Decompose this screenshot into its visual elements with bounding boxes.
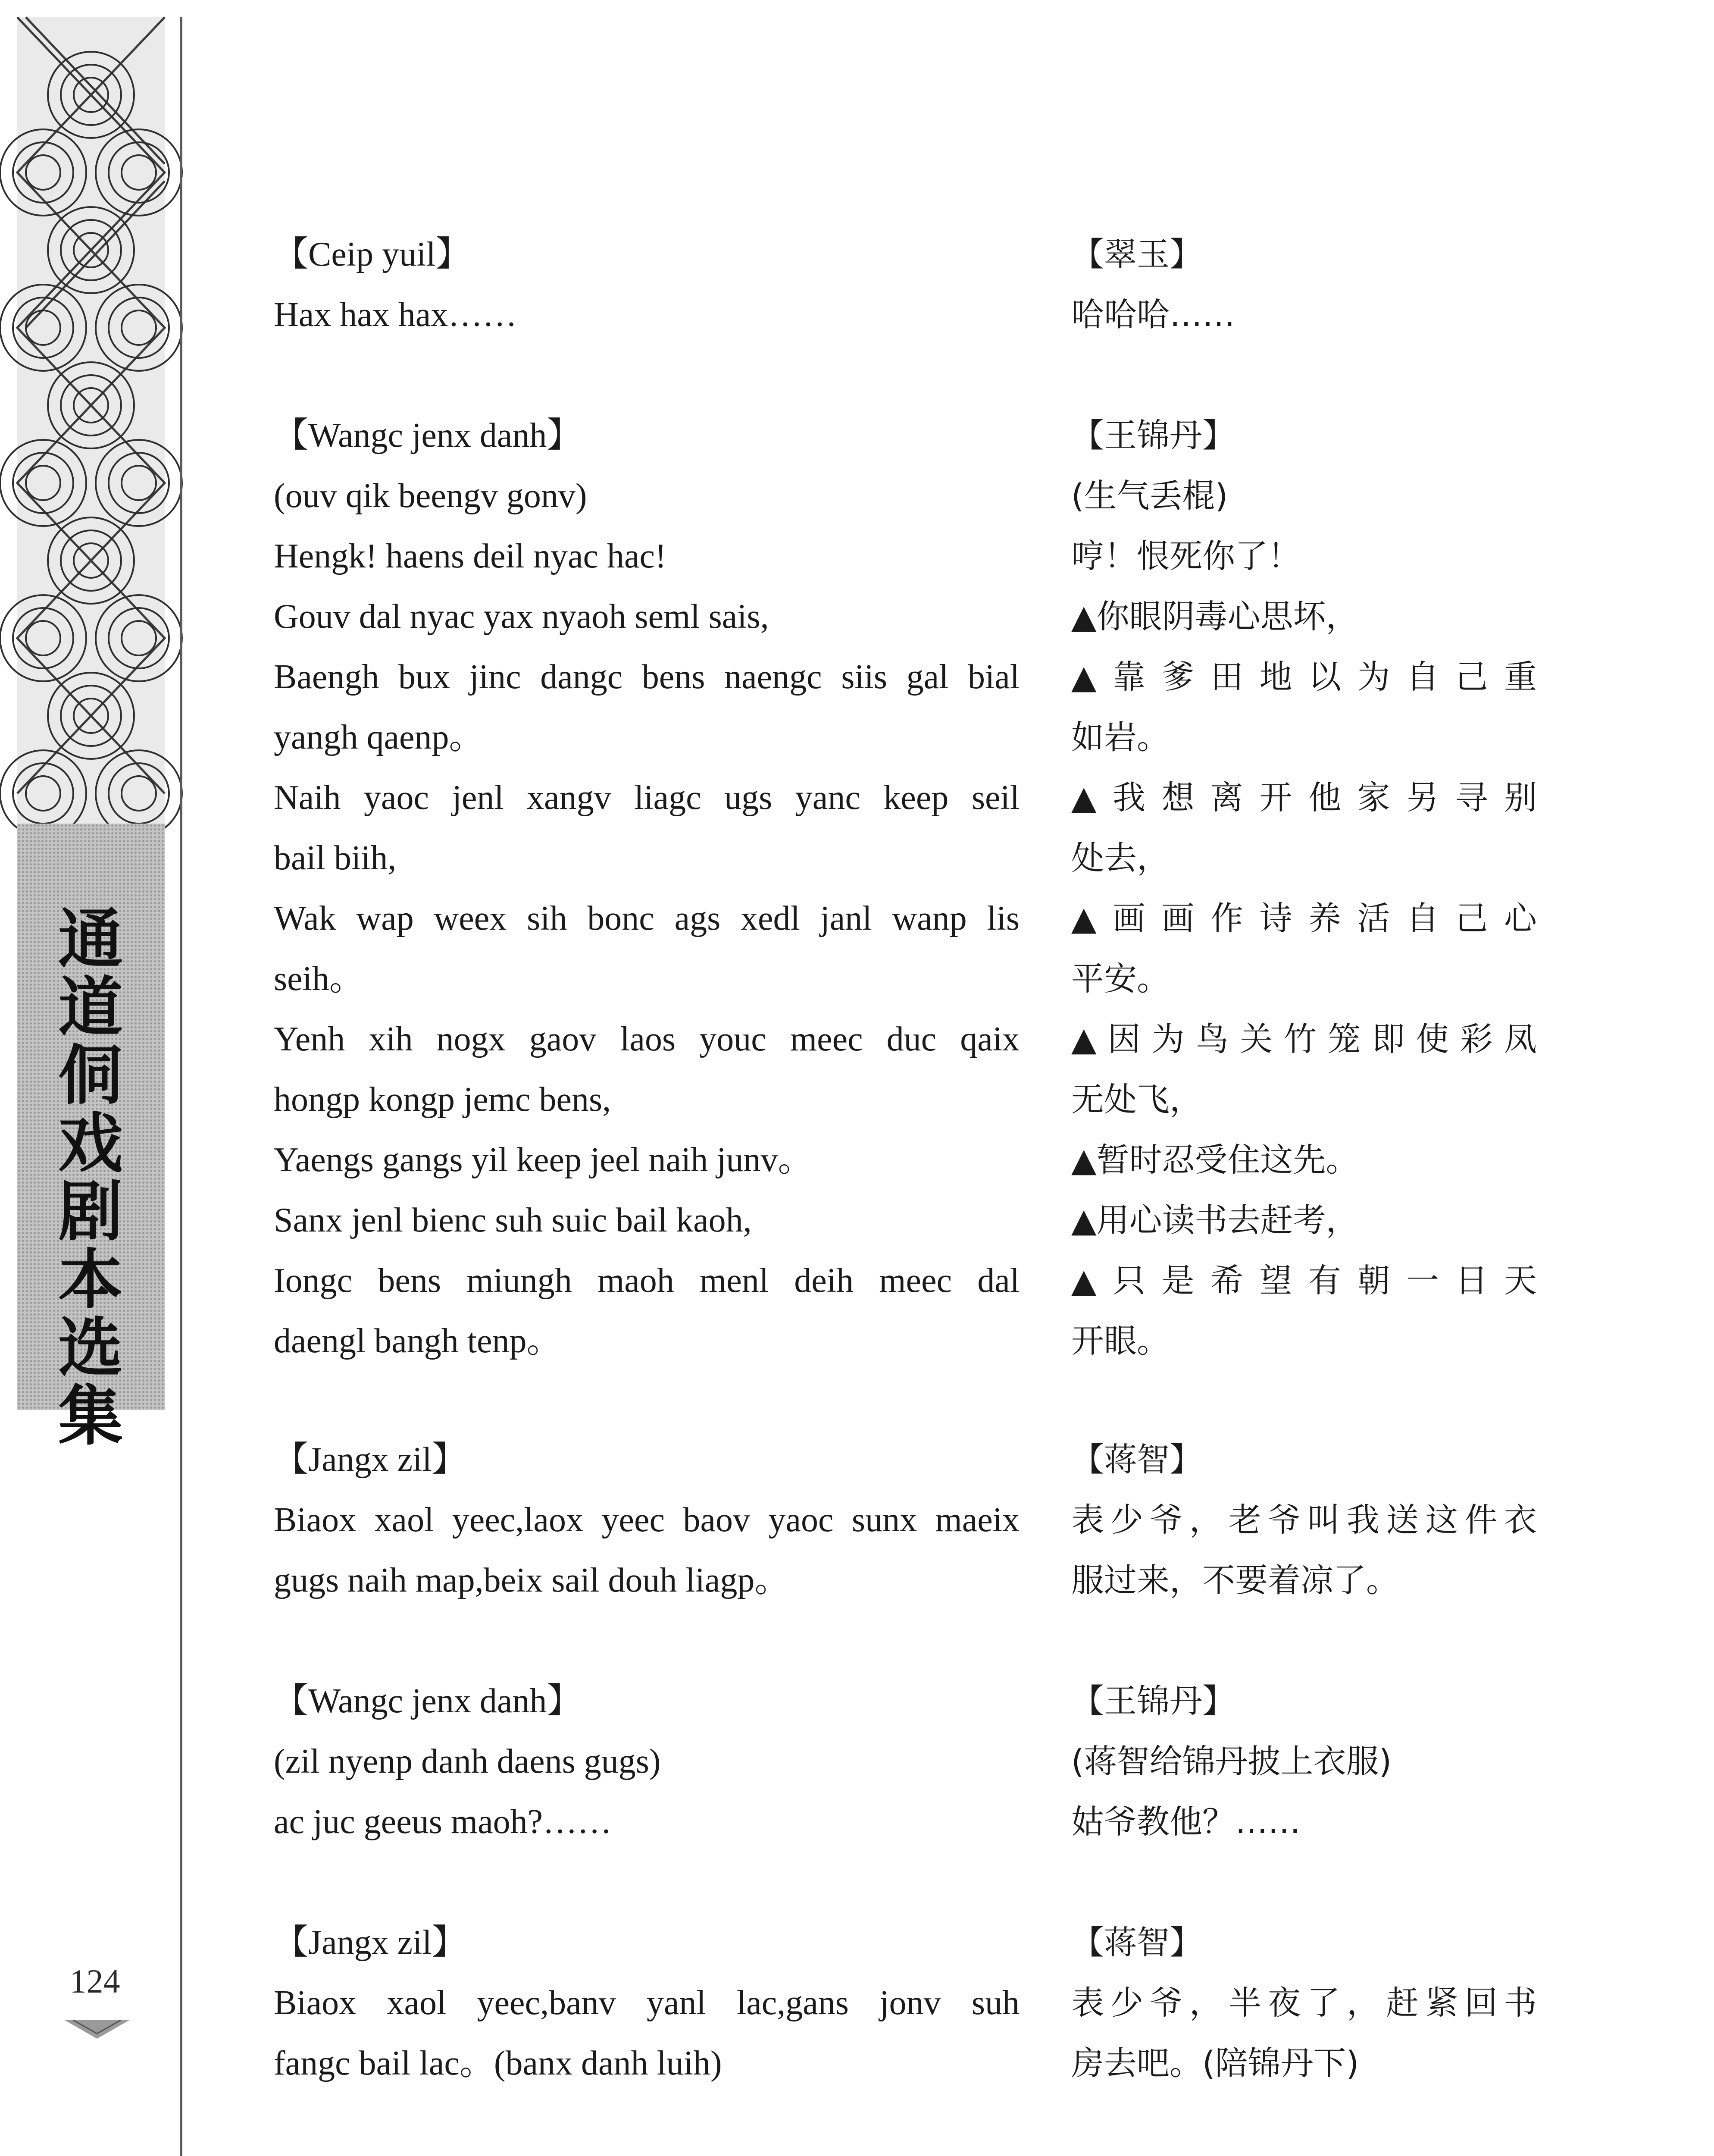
dong-line: 【Wangc jenx danh】 [274,1682,582,1720]
chinese-line: ▲画画作诗养活自己心 [1071,899,1537,937]
chinese-line: ▲靠爹田地以为自己重 [1071,658,1537,696]
dong-line: Baengh bux jinc dangc bens naengc siis gal bial [274,658,1020,696]
dong-line: Yenh xih nogx gaov laos youc meec duc qaix [274,1020,1020,1058]
dong-line: Biaox xaol yeec,banv yanl lac,gans jonv suh [274,1984,1020,2022]
dong-line: Yaengs gangs yil keep jeel naih junv。 [274,1141,813,1179]
dong-line: hongp kongp jemc bens, [274,1081,611,1119]
dong-line: yangh qaenp。 [274,718,484,756]
chinese-line: 【王锦丹】 [1071,1682,1235,1720]
chinese-line: 表少爷，半夜了，赶紧回书 [1071,1984,1537,2022]
chinese-line: ▲你眼阴毒心思坏， [1071,597,1359,636]
dong-line: Iongc bens miungh maoh menl deih meec dal [274,1262,1020,1300]
chinese-line: 【王锦丹】 [1071,416,1235,454]
dong-line: 【Jangx zil】 [274,1441,466,1479]
chinese-line: 开眼。 [1071,1322,1170,1360]
page-ornament-icon [65,2018,129,2040]
chinese-line: 【蒋智】 [1071,1440,1202,1479]
chinese-line: 如岩。 [1071,718,1170,756]
dong-line: 【Ceip yuil】 [274,235,470,273]
chinese-line: ▲因为鸟关竹笼即使彩凤 [1071,1020,1537,1058]
dong-line: daengl bangh tenp。 [274,1322,561,1360]
dong-line: ac juc geeus maoh?…… [274,1803,612,1841]
vertical-divider [180,17,182,2156]
dong-line: gugs naih map,beix sail douh liagp。 [274,1561,789,1599]
dong-line: 【Jangx zil】 [274,1924,466,1962]
dong-line: Wak wap weex sih bonc ags xedl janl wanp lis [274,899,1020,937]
chinese-line: 服过来，不要着凉了。 [1071,1561,1399,1599]
chinese-line: 表少爷，老爷叫我送这件衣 [1071,1501,1537,1539]
dong-line: Hengk! haens deil nyac hac! [274,537,666,575]
dong-line: Hax hax hax…… [274,296,517,334]
dong-line: 【Wangc jenx danh】 [274,417,582,454]
page-number: 124 [69,1962,120,2000]
chinese-line: 姑爷教他？…… [1071,1802,1301,1841]
dong-line: Biaox xaol yeec,laox yeec baov yaoc sunx maeix [274,1501,1020,1539]
dong-line: Gouv dal nyac yax nyaoh seml sais, [274,598,769,636]
chinese-line: 哈哈哈…… [1071,295,1235,334]
dong-line: bail biih, [274,839,397,877]
chinese-line: 【蒋智】 [1071,1923,1202,1962]
dong-line: fangc bail lac。(banx danh luih) [274,2044,722,2082]
chinese-line: ▲暂时忍受住这先。 [1071,1141,1359,1179]
dong-line: (zil nyenp danh daens gugs) [274,1742,661,1780]
dong-line: Sanx jenl bienc suh suic bail kaoh, [274,1201,752,1239]
chinese-line: 房去吧。(陪锦丹下) [1071,2044,1359,2082]
chinese-line: ▲只是希望有朝一日天 [1071,1261,1537,1300]
dong-line: Naih yaoc jenl xangv liagc ugs yanc keep seil [274,779,1020,817]
chinese-line: 【翠玉】 [1071,235,1202,273]
chinese-line: 哼！恨死你了！ [1071,537,1301,575]
dong-line: seih。 [274,960,364,998]
chinese-line: ▲我想离开他家另寻别 [1071,778,1537,817]
cloud-pattern-icon [17,17,165,824]
chinese-line: (生气丢棍) [1071,476,1228,515]
book-title: 通道侗戏剧本选集 [58,902,123,1454]
dong-line: (ouv qik beengv gonv) [274,477,587,515]
chinese-line: (蒋智给锦丹披上衣服) [1071,1742,1392,1780]
chinese-line: 无处飞， [1071,1080,1202,1119]
chinese-line: 平安。 [1071,959,1170,998]
chinese-line: 处去， [1071,839,1170,877]
sidebar-decoration [17,17,165,1454]
chinese-line: ▲用心读书去赶考， [1071,1201,1359,1239]
